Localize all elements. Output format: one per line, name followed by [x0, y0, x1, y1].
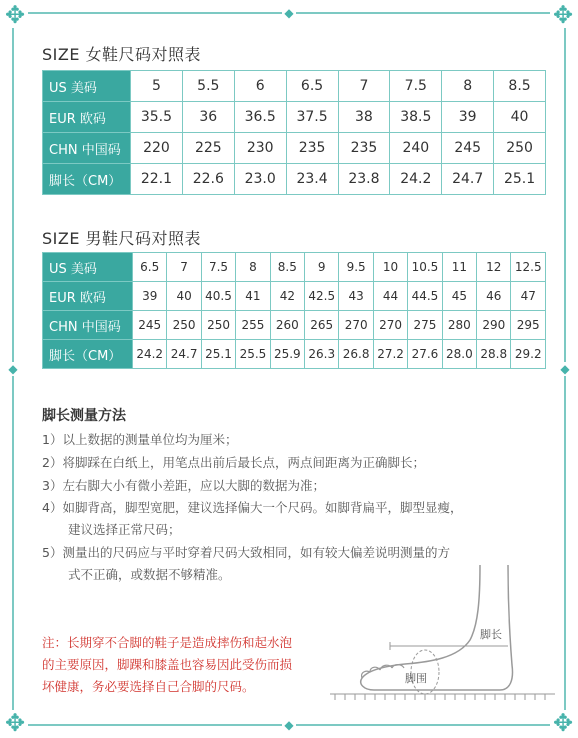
row-header: CHN 中国码: [43, 133, 131, 164]
table-row: [43, 282, 546, 311]
table-cell: 39: [133, 282, 167, 311]
table-cell: 43: [339, 282, 373, 311]
measure-note: 5）测量出的尺码应与平时穿着尺码大致相同，如有较大偏差说明测量的方: [42, 545, 450, 560]
table-cell: 6.5: [286, 71, 338, 102]
table-cell: 7: [167, 253, 201, 282]
men-size-title: SIZE 男鞋尺码对照表: [42, 229, 202, 248]
edge-ornament-icon: ◆: [282, 718, 296, 732]
table-cell: 39: [442, 102, 494, 133]
table-cell: 28.8: [477, 340, 511, 369]
table-cell: 235: [286, 133, 338, 164]
table-cell: 250: [167, 311, 201, 340]
table-cell: 235: [338, 133, 390, 164]
table-cell: 25.9: [270, 340, 304, 369]
table-cell: 8.5: [270, 253, 304, 282]
measure-note: 3）左右脚大小有微小差距，应以大脚的数据为准；: [42, 478, 325, 493]
men-size-table: [42, 252, 546, 369]
table-cell: 8.5: [494, 71, 546, 102]
table-cell: 265: [305, 311, 339, 340]
table-cell: 255: [236, 311, 270, 340]
table-cell: 40.5: [201, 282, 235, 311]
table-cell: 5: [131, 71, 183, 102]
table-cell: 23.8: [338, 164, 390, 195]
warning-line: 注：长期穿不合脚的鞋子是造成摔伤和起水泡: [42, 635, 293, 650]
foot-measure-illustration: [330, 560, 555, 710]
table-cell: 8: [442, 71, 494, 102]
warning-line: 坏健康，务必要选择自己合脚的尺码。: [42, 679, 255, 694]
measure-note: 2）将脚踩在白纸上，用笔点出前后最长点，两点间距离为正确脚长；: [42, 455, 425, 470]
table-row: [43, 253, 546, 282]
table-cell: 240: [390, 133, 442, 164]
table-cell: 275: [408, 311, 442, 340]
table-cell: 9: [305, 253, 339, 282]
row-header: EUR 欧码: [43, 102, 131, 133]
table-cell: 250: [494, 133, 546, 164]
table-cell: 24.7: [167, 340, 201, 369]
row-header: US 美码: [43, 253, 133, 282]
table-cell: 250: [201, 311, 235, 340]
table-cell: 270: [339, 311, 373, 340]
table-cell: 45: [442, 282, 476, 311]
table-cell: 11: [442, 253, 476, 282]
measure-method-title: 脚长测量方法: [42, 408, 126, 424]
table-cell: 23.4: [286, 164, 338, 195]
women-size-title: SIZE 女鞋尺码对照表: [42, 45, 202, 64]
table-cell: 27.2: [373, 340, 407, 369]
table-cell: 22.6: [182, 164, 234, 195]
table-cell: 225: [182, 133, 234, 164]
table-cell: 8: [236, 253, 270, 282]
table-cell: 26.8: [339, 340, 373, 369]
measure-note: 式不正确，或数据不够精准。: [68, 567, 231, 582]
row-header: 脚长（CM）: [43, 164, 131, 195]
table-cell: 35.5: [131, 102, 183, 133]
table-cell: 41: [236, 282, 270, 311]
table-cell: 280: [442, 311, 476, 340]
table-cell: 245: [442, 133, 494, 164]
table-cell: 25.5: [236, 340, 270, 369]
table-cell: 230: [234, 133, 286, 164]
table-cell: 10.5: [408, 253, 442, 282]
table-cell: 36: [182, 102, 234, 133]
table-cell: 24.2: [390, 164, 442, 195]
corner-ornament-icon: ✥: [2, 2, 28, 28]
table-cell: 42.5: [305, 282, 339, 311]
row-header: CHN 中国码: [43, 311, 133, 340]
corner-ornament-icon: ✥: [2, 710, 28, 736]
table-cell: 29.2: [511, 340, 546, 369]
table-cell: 220: [131, 133, 183, 164]
measure-note: 建议选择正常尺码；: [68, 522, 181, 537]
table-cell: 24.2: [133, 340, 167, 369]
table-cell: 7: [338, 71, 390, 102]
table-cell: 295: [511, 311, 546, 340]
table-cell: 5.5: [182, 71, 234, 102]
table-cell: 25.1: [494, 164, 546, 195]
table-cell: 38: [338, 102, 390, 133]
table-row: [43, 133, 546, 164]
corner-ornament-icon: ✥: [550, 2, 576, 28]
table-cell: 38.5: [390, 102, 442, 133]
edge-ornament-icon: ◆: [6, 362, 20, 376]
table-cell: 37.5: [286, 102, 338, 133]
table-cell: 23.0: [234, 164, 286, 195]
table-cell: 12.5: [511, 253, 546, 282]
table-cell: 40: [167, 282, 201, 311]
table-cell: 12: [477, 253, 511, 282]
table-cell: 245: [133, 311, 167, 340]
table-row: [43, 340, 546, 369]
foot-length-label: 脚长: [480, 628, 502, 641]
table-cell: 28.0: [442, 340, 476, 369]
warning-note: [42, 632, 332, 698]
edge-ornament-icon: ◆: [282, 6, 296, 20]
measure-note: 4）如脚背高，脚型宽肥，建议选择偏大一个尺码。如脚背扁平，脚型显瘦，: [42, 500, 463, 515]
table-cell: 44.5: [408, 282, 442, 311]
foot-outline-icon: [330, 560, 555, 710]
women-size-table: [42, 70, 546, 195]
table-cell: 46: [477, 282, 511, 311]
row-header: EUR 欧码: [43, 282, 133, 311]
table-cell: 40: [494, 102, 546, 133]
row-header: 脚长（CM）: [43, 340, 133, 369]
table-cell: 24.7: [442, 164, 494, 195]
table-cell: 10: [373, 253, 407, 282]
table-cell: 7.5: [201, 253, 235, 282]
corner-ornament-icon: ✥: [550, 710, 576, 736]
table-cell: 47: [511, 282, 546, 311]
table-cell: 6.5: [133, 253, 167, 282]
table-cell: 6: [234, 71, 286, 102]
table-cell: 44: [373, 282, 407, 311]
table-row: [43, 164, 546, 195]
measure-note: 1）以上数据的测量单位均为厘米；: [42, 432, 238, 447]
table-row: [43, 71, 546, 102]
table-row: [43, 311, 546, 340]
row-header: US 美码: [43, 71, 131, 102]
edge-ornament-icon: ◆: [558, 362, 572, 376]
table-cell: 270: [373, 311, 407, 340]
table-cell: 36.5: [234, 102, 286, 133]
table-cell: 27.6: [408, 340, 442, 369]
table-cell: 42: [270, 282, 304, 311]
table-row: [43, 102, 546, 133]
table-cell: 7.5: [390, 71, 442, 102]
table-cell: 260: [270, 311, 304, 340]
table-cell: 290: [477, 311, 511, 340]
foot-girth-label: 脚围: [405, 672, 427, 685]
table-cell: 9.5: [339, 253, 373, 282]
warning-line: 的主要原因，脚踝和膝盖也容易因此受伤而损: [42, 657, 293, 672]
table-cell: 25.1: [201, 340, 235, 369]
table-cell: 22.1: [131, 164, 183, 195]
table-cell: 26.3: [305, 340, 339, 369]
